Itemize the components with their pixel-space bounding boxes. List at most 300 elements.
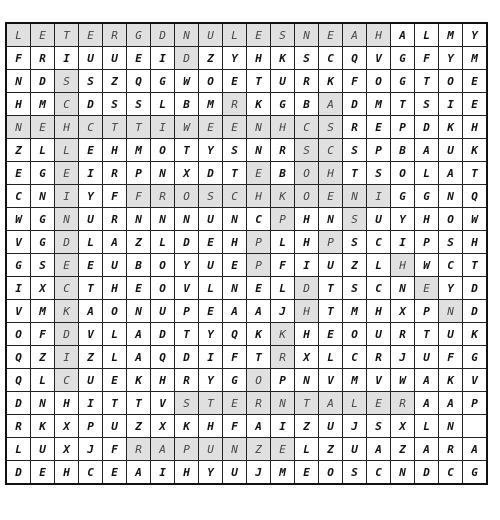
letter-cell[interactable]: Z [391, 438, 415, 461]
letter-cell[interactable]: Z [103, 70, 127, 93]
letter-cell[interactable]: U [343, 438, 367, 461]
letter-cell[interactable]: E [295, 461, 319, 485]
letter-cell[interactable]: Y [199, 323, 223, 346]
letter-cell[interactable]: L [271, 231, 295, 254]
letter-cell[interactable]: K [319, 70, 343, 93]
letter-cell[interactable]: S [319, 116, 343, 139]
letter-cell[interactable]: N [223, 277, 247, 300]
letter-cell[interactable]: R [103, 162, 127, 185]
letter-cell[interactable]: P [271, 369, 295, 392]
letter-cell[interactable]: U [439, 323, 463, 346]
letter-cell[interactable]: A [415, 438, 439, 461]
letter-cell[interactable]: S [367, 415, 391, 438]
letter-cell[interactable]: X [55, 438, 79, 461]
letter-cell[interactable]: K [439, 369, 463, 392]
letter-cell[interactable]: G [31, 231, 55, 254]
letter-cell[interactable]: P [271, 208, 295, 231]
letter-cell[interactable]: Y [439, 277, 463, 300]
letter-cell[interactable]: C [319, 139, 343, 162]
letter-cell[interactable]: J [391, 346, 415, 369]
letter-cell[interactable]: N [391, 277, 415, 300]
letter-cell[interactable]: Z [319, 438, 343, 461]
letter-cell[interactable]: H [295, 208, 319, 231]
letter-cell[interactable]: T [415, 70, 439, 93]
letter-cell[interactable]: L [415, 162, 439, 185]
letter-cell[interactable]: A [415, 369, 439, 392]
letter-cell[interactable]: X [391, 415, 415, 438]
letter-cell[interactable]: S [199, 185, 223, 208]
letter-cell[interactable]: B [175, 93, 199, 116]
letter-cell[interactable]: U [103, 254, 127, 277]
letter-cell[interactable]: N [223, 208, 247, 231]
letter-cell[interactable]: E [31, 461, 55, 485]
letter-cell[interactable]: L [103, 323, 127, 346]
letter-cell[interactable]: N [6, 70, 31, 93]
letter-cell[interactable]: R [343, 116, 367, 139]
letter-cell[interactable]: S [175, 392, 199, 415]
letter-cell[interactable]: Z [31, 346, 55, 369]
letter-cell[interactable]: Y [463, 23, 488, 47]
letter-cell[interactable]: E [223, 116, 247, 139]
letter-cell[interactable]: C [55, 277, 79, 300]
letter-cell[interactable]: W [391, 369, 415, 392]
letter-cell[interactable]: H [199, 415, 223, 438]
letter-cell[interactable]: Z [127, 231, 151, 254]
letter-cell[interactable]: O [439, 70, 463, 93]
letter-cell[interactable]: W [175, 70, 199, 93]
letter-cell[interactable]: C [439, 461, 463, 485]
letter-cell[interactable]: L [199, 277, 223, 300]
letter-cell[interactable]: O [367, 70, 391, 93]
letter-cell[interactable]: F [439, 346, 463, 369]
letter-cell[interactable]: H [55, 392, 79, 415]
letter-cell[interactable]: N [295, 23, 319, 47]
letter-cell[interactable]: U [223, 461, 247, 485]
letter-cell[interactable]: H [247, 185, 271, 208]
letter-cell[interactable]: W [175, 116, 199, 139]
letter-cell[interactable]: H [463, 116, 488, 139]
letter-cell[interactable]: P [367, 139, 391, 162]
letter-cell[interactable]: H [6, 93, 31, 116]
letter-cell[interactable]: T [175, 139, 199, 162]
letter-cell[interactable]: B [391, 139, 415, 162]
letter-cell[interactable]: R [223, 93, 247, 116]
letter-cell[interactable]: G [415, 185, 439, 208]
letter-cell[interactable]: R [439, 438, 463, 461]
letter-cell[interactable]: Z [247, 438, 271, 461]
letter-cell[interactable]: M [271, 461, 295, 485]
letter-cell[interactable]: H [319, 162, 343, 185]
letter-cell[interactable]: H [103, 139, 127, 162]
letter-cell[interactable]: U [415, 346, 439, 369]
letter-cell[interactable]: O [175, 185, 199, 208]
letter-cell[interactable]: P [463, 392, 488, 415]
letter-cell[interactable]: G [151, 70, 175, 93]
letter-cell[interactable]: G [463, 461, 488, 485]
letter-cell[interactable]: T [463, 162, 488, 185]
letter-cell[interactable]: E [367, 116, 391, 139]
letter-cell[interactable]: A [79, 300, 103, 323]
letter-cell[interactable]: N [55, 208, 79, 231]
letter-cell[interactable]: U [319, 254, 343, 277]
letter-cell[interactable]: R [391, 392, 415, 415]
letter-cell[interactable]: Y [223, 47, 247, 70]
letter-cell[interactable]: D [415, 116, 439, 139]
letter-cell[interactable]: R [271, 346, 295, 369]
letter-cell[interactable]: F [223, 346, 247, 369]
letter-cell[interactable]: F [31, 323, 55, 346]
letter-cell[interactable]: T [79, 277, 103, 300]
letter-cell[interactable]: X [295, 346, 319, 369]
letter-cell[interactable]: A [343, 23, 367, 47]
letter-cell[interactable]: M [439, 23, 463, 47]
letter-cell[interactable]: N [127, 300, 151, 323]
letter-cell[interactable]: I [151, 47, 175, 70]
letter-cell[interactable]: L [415, 23, 439, 47]
letter-cell[interactable]: U [199, 23, 223, 47]
letter-cell[interactable]: M [31, 300, 55, 323]
letter-cell[interactable]: Y [79, 185, 103, 208]
letter-cell[interactable]: I [151, 461, 175, 485]
letter-cell[interactable]: F [6, 47, 31, 70]
letter-cell[interactable]: A [151, 438, 175, 461]
letter-cell[interactable]: B [295, 93, 319, 116]
letter-cell[interactable]: I [55, 346, 79, 369]
letter-cell[interactable]: C [367, 461, 391, 485]
letter-cell[interactable]: C [223, 185, 247, 208]
letter-cell[interactable]: P [127, 162, 151, 185]
letter-cell[interactable]: K [247, 323, 271, 346]
letter-cell[interactable]: P [319, 231, 343, 254]
letter-cell[interactable]: Q [463, 185, 488, 208]
letter-cell[interactable]: I [55, 185, 79, 208]
letter-cell[interactable]: Y [391, 208, 415, 231]
letter-cell[interactable]: N [439, 300, 463, 323]
letter-cell[interactable]: N [271, 392, 295, 415]
letter-cell[interactable]: V [175, 277, 199, 300]
letter-cell[interactable]: T [55, 23, 79, 47]
letter-cell[interactable]: A [367, 438, 391, 461]
letter-cell[interactable]: N [175, 23, 199, 47]
letter-cell[interactable]: Z [6, 139, 31, 162]
letter-cell[interactable]: A [415, 139, 439, 162]
letter-cell[interactable]: S [415, 93, 439, 116]
letter-cell[interactable]: O [151, 139, 175, 162]
letter-cell[interactable]: J [247, 461, 271, 485]
letter-cell[interactable]: E [463, 93, 488, 116]
letter-cell[interactable]: S [295, 47, 319, 70]
letter-cell[interactable]: U [31, 438, 55, 461]
letter-cell[interactable]: L [31, 369, 55, 392]
letter-cell[interactable]: L [6, 438, 31, 461]
letter-cell[interactable]: F [271, 254, 295, 277]
letter-cell[interactable]: E [55, 162, 79, 185]
letter-cell[interactable]: R [127, 438, 151, 461]
letter-cell[interactable]: E [199, 231, 223, 254]
letter-cell[interactable]: R [367, 346, 391, 369]
letter-cell[interactable]: E [223, 392, 247, 415]
letter-cell[interactable]: H [295, 323, 319, 346]
letter-cell[interactable]: Z [199, 47, 223, 70]
letter-cell[interactable]: H [295, 231, 319, 254]
letter-cell[interactable]: R [6, 415, 31, 438]
letter-cell[interactable]: L [79, 231, 103, 254]
letter-cell[interactable]: P [175, 438, 199, 461]
letter-cell[interactable]: P [415, 231, 439, 254]
letter-cell[interactable]: U [439, 139, 463, 162]
letter-cell[interactable]: L [31, 139, 55, 162]
letter-cell[interactable]: C [367, 277, 391, 300]
letter-cell[interactable]: E [31, 116, 55, 139]
letter-cell[interactable]: I [199, 346, 223, 369]
letter-cell[interactable]: T [127, 392, 151, 415]
letter-cell[interactable]: R [271, 139, 295, 162]
letter-cell[interactable]: Q [151, 346, 175, 369]
letter-cell[interactable]: A [439, 392, 463, 415]
letter-cell[interactable]: E [415, 277, 439, 300]
letter-cell[interactable]: G [223, 369, 247, 392]
letter-cell[interactable]: G [6, 254, 31, 277]
letter-cell[interactable]: P [415, 300, 439, 323]
letter-cell[interactable]: K [463, 323, 488, 346]
letter-cell[interactable]: Y [199, 461, 223, 485]
letter-cell[interactable]: I [295, 254, 319, 277]
letter-cell[interactable]: T [103, 392, 127, 415]
letter-cell[interactable]: L [6, 23, 31, 47]
letter-cell[interactable]: L [55, 139, 79, 162]
letter-cell[interactable]: O [343, 323, 367, 346]
letter-cell[interactable]: V [151, 392, 175, 415]
letter-cell[interactable]: M [367, 93, 391, 116]
letter-cell[interactable]: G [127, 23, 151, 47]
letter-cell[interactable]: N [127, 208, 151, 231]
letter-cell[interactable]: T [343, 162, 367, 185]
letter-cell[interactable]: K [271, 185, 295, 208]
letter-cell[interactable]: F [343, 70, 367, 93]
letter-cell[interactable]: N [151, 208, 175, 231]
letter-cell[interactable]: E [223, 70, 247, 93]
letter-cell[interactable]: U [271, 70, 295, 93]
letter-cell[interactable]: O [391, 162, 415, 185]
letter-cell[interactable]: T [247, 346, 271, 369]
letter-cell[interactable]: C [79, 116, 103, 139]
letter-cell[interactable]: G [391, 47, 415, 70]
letter-cell[interactable]: E [319, 185, 343, 208]
letter-cell[interactable]: S [103, 93, 127, 116]
letter-cell[interactable]: A [127, 323, 151, 346]
letter-cell[interactable]: T [175, 323, 199, 346]
letter-cell[interactable]: H [103, 277, 127, 300]
letter-cell[interactable]: O [295, 162, 319, 185]
letter-cell[interactable]: S [439, 231, 463, 254]
letter-cell[interactable]: E [247, 23, 271, 47]
letter-cell[interactable]: N [175, 208, 199, 231]
letter-cell[interactable]: D [31, 70, 55, 93]
letter-cell[interactable]: L [151, 93, 175, 116]
letter-cell[interactable]: X [391, 300, 415, 323]
letter-cell[interactable]: O [319, 461, 343, 485]
letter-cell[interactable]: Z [127, 415, 151, 438]
letter-cell[interactable]: F [415, 47, 439, 70]
letter-cell[interactable]: E [367, 392, 391, 415]
letter-cell[interactable]: C [295, 116, 319, 139]
letter-cell[interactable]: H [463, 231, 488, 254]
letter-cell[interactable]: N [295, 369, 319, 392]
letter-cell[interactable]: A [415, 392, 439, 415]
letter-cell[interactable]: Q [343, 47, 367, 70]
letter-cell[interactable]: D [175, 231, 199, 254]
letter-cell[interactable]: D [151, 23, 175, 47]
letter-cell[interactable]: A [103, 231, 127, 254]
letter-cell[interactable]: D [463, 277, 488, 300]
letter-cell[interactable]: L [343, 392, 367, 415]
letter-cell[interactable]: R [31, 47, 55, 70]
letter-cell[interactable]: T [415, 323, 439, 346]
letter-cell[interactable]: E [6, 162, 31, 185]
letter-cell[interactable]: I [151, 116, 175, 139]
letter-cell[interactable]: O [439, 208, 463, 231]
letter-cell[interactable]: O [103, 300, 127, 323]
letter-cell[interactable]: H [391, 254, 415, 277]
letter-cell[interactable]: O [151, 277, 175, 300]
letter-cell[interactable]: E [79, 23, 103, 47]
letter-cell[interactable]: D [175, 346, 199, 369]
letter-cell[interactable]: S [343, 231, 367, 254]
letter-cell[interactable]: M [199, 93, 223, 116]
letter-cell[interactable]: N [151, 162, 175, 185]
letter-cell[interactable]: C [79, 461, 103, 485]
letter-cell[interactable]: N [343, 185, 367, 208]
letter-cell[interactable]: D [151, 323, 175, 346]
letter-cell[interactable]: A [247, 415, 271, 438]
letter-cell[interactable]: U [319, 415, 343, 438]
letter-cell[interactable]: L [151, 231, 175, 254]
letter-cell[interactable]: W [415, 254, 439, 277]
letter-cell[interactable]: F [127, 185, 151, 208]
letter-cell[interactable]: V [319, 369, 343, 392]
letter-cell[interactable]: R [391, 323, 415, 346]
letter-cell[interactable]: W [6, 208, 31, 231]
letter-cell[interactable]: I [79, 162, 103, 185]
letter-cell[interactable]: S [343, 461, 367, 485]
letter-cell[interactable]: J [343, 415, 367, 438]
letter-cell[interactable]: G [31, 162, 55, 185]
letter-cell[interactable]: I [367, 185, 391, 208]
letter-cell[interactable]: C [247, 208, 271, 231]
letter-cell[interactable]: S [343, 139, 367, 162]
letter-cell[interactable]: R [247, 392, 271, 415]
letter-cell[interactable]: T [199, 392, 223, 415]
letter-cell[interactable]: H [247, 47, 271, 70]
letter-cell[interactable]: Y [199, 139, 223, 162]
letter-cell[interactable]: E [319, 323, 343, 346]
letter-cell[interactable]: S [79, 70, 103, 93]
letter-cell[interactable]: A [223, 300, 247, 323]
letter-cell[interactable]: L [271, 277, 295, 300]
letter-cell[interactable]: S [367, 162, 391, 185]
letter-cell[interactable]: I [55, 47, 79, 70]
letter-cell[interactable]: D [199, 162, 223, 185]
letter-cell[interactable]: J [271, 300, 295, 323]
letter-cell[interactable]: H [271, 116, 295, 139]
letter-cell[interactable]: V [6, 231, 31, 254]
letter-cell[interactable]: T [223, 162, 247, 185]
letter-cell[interactable]: O [199, 70, 223, 93]
letter-cell[interactable]: D [415, 461, 439, 485]
letter-cell[interactable]: R [151, 185, 175, 208]
letter-cell[interactable]: K [127, 369, 151, 392]
letter-cell[interactable]: M [463, 47, 488, 70]
letter-cell[interactable]: G [391, 185, 415, 208]
letter-cell[interactable]: B [271, 162, 295, 185]
letter-cell[interactable]: D [343, 93, 367, 116]
letter-cell[interactable]: P [391, 116, 415, 139]
letter-cell[interactable]: L [295, 438, 319, 461]
letter-cell[interactable]: H [415, 208, 439, 231]
letter-cell[interactable]: U [79, 208, 103, 231]
letter-cell[interactable]: H [55, 116, 79, 139]
letter-cell[interactable]: M [343, 369, 367, 392]
letter-cell[interactable]: E [127, 277, 151, 300]
letter-cell[interactable]: I [79, 392, 103, 415]
letter-cell[interactable]: E [271, 438, 295, 461]
letter-cell[interactable]: K [55, 300, 79, 323]
letter-cell[interactable]: K [439, 116, 463, 139]
letter-cell[interactable]: T [319, 277, 343, 300]
letter-cell[interactable]: A [463, 438, 488, 461]
letter-cell[interactable]: A [439, 162, 463, 185]
letter-cell[interactable]: C [55, 369, 79, 392]
letter-cell[interactable]: L [415, 415, 439, 438]
letter-cell[interactable]: Q [6, 346, 31, 369]
letter-cell[interactable]: S [31, 254, 55, 277]
letter-cell[interactable]: K [31, 415, 55, 438]
letter-cell[interactable]: E [247, 162, 271, 185]
letter-cell[interactable]: U [79, 369, 103, 392]
letter-cell[interactable]: D [175, 47, 199, 70]
letter-cell[interactable]: C [319, 47, 343, 70]
letter-cell[interactable]: V [79, 323, 103, 346]
letter-cell[interactable]: E [247, 277, 271, 300]
letter-cell[interactable]: H [151, 369, 175, 392]
letter-cell[interactable]: V [367, 47, 391, 70]
letter-cell[interactable]: S [271, 23, 295, 47]
letter-cell[interactable]: E [463, 70, 488, 93]
letter-cell[interactable]: G [463, 346, 488, 369]
letter-cell[interactable]: T [295, 392, 319, 415]
letter-cell[interactable]: Y [199, 369, 223, 392]
letter-cell[interactable]: T [103, 116, 127, 139]
letter-cell[interactable]: F [103, 185, 127, 208]
letter-cell[interactable]: C [367, 231, 391, 254]
letter-cell[interactable]: Z [343, 254, 367, 277]
letter-cell[interactable]: K [247, 93, 271, 116]
letter-cell[interactable]: K [271, 323, 295, 346]
letter-cell[interactable]: G [31, 208, 55, 231]
letter-cell[interactable]: R [175, 369, 199, 392]
letter-cell[interactable]: R [295, 70, 319, 93]
letter-cell[interactable]: C [6, 185, 31, 208]
letter-cell[interactable]: N [391, 461, 415, 485]
letter-cell[interactable]: H [367, 23, 391, 47]
letter-cell[interactable]: N [6, 116, 31, 139]
letter-cell[interactable]: U [103, 47, 127, 70]
letter-cell[interactable]: H [367, 300, 391, 323]
letter-cell[interactable]: O [247, 369, 271, 392]
letter-cell[interactable]: D [79, 93, 103, 116]
letter-cell[interactable]: I [271, 415, 295, 438]
letter-cell[interactable]: C [439, 254, 463, 277]
